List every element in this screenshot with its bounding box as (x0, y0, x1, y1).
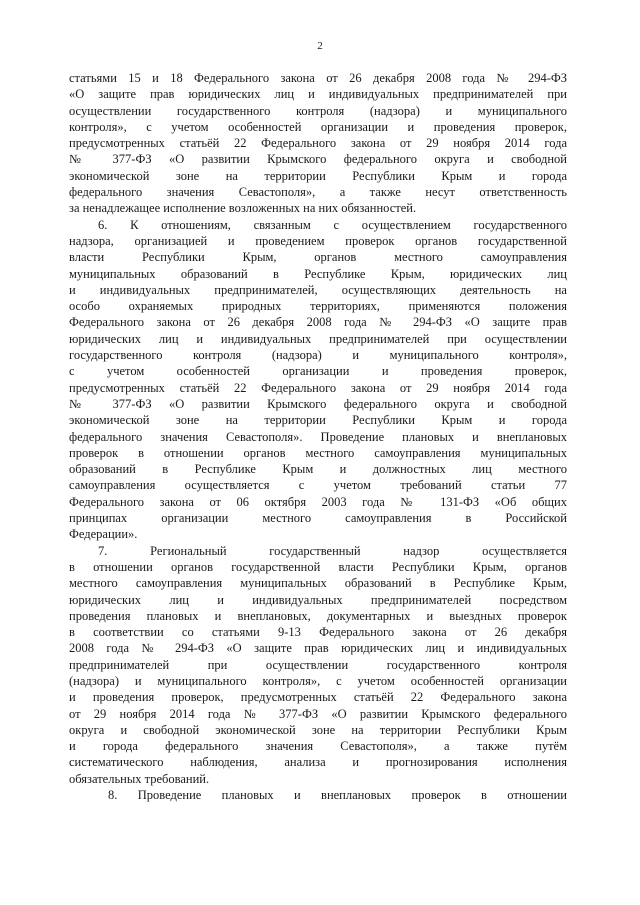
text-line: федерального значения Севастополя», а также несут ответственность (69, 185, 567, 200)
text-line: предпринимателей при осуществлении государственного контроля (69, 657, 567, 672)
text-line: федерального значения Севастополя». Проведение плановых и внеплановых (69, 429, 567, 444)
page-number: 2 (317, 40, 323, 52)
document-body (69, 70, 567, 803)
text-line: за ненадлежащее исполнение возложенных на них обязанностей. (69, 201, 417, 216)
text-line: экономической зоне на территории Республики Крым и города (69, 168, 567, 183)
text-line: статьями 15 и 18 Федерального закона от 26 декабря 2008 года № 294-ФЗ (69, 71, 567, 85)
text-line: и города федерального значения Севастополя», а также путём (69, 739, 567, 754)
text-line: в соответствии со статьями 9-13 Федерального закона от 26 декабря (69, 625, 567, 640)
text-line: проведения плановых и внеплановых, документарных и выездных проверок (69, 608, 567, 623)
text-line: (надзора) и муниципального контроля», с учетом особенностей организации (69, 673, 567, 688)
text-line: систематического наблюдения, анализа и прогнозирования исполнения (69, 755, 567, 770)
text-line: «О защите прав юридических лиц и индивидуальных предпринимателей при (69, 87, 567, 102)
text-line: контроля», с учетом особенностей организации и проведения проверок, (69, 119, 567, 134)
text-line: принципах организации местного самоуправления в Российской (69, 511, 567, 526)
text-line: в отношении органов государственной власти Республики Крым, органов (69, 559, 567, 574)
text-line: и проведения проверок, предусмотренных статьёй 22 Федерального закона (69, 690, 567, 705)
text-line: особо охраняемых природных территориях, применяются положения (69, 299, 567, 314)
text-line: предусмотренных статьёй 22 Федерального закона от 29 ноября 2014 года (69, 136, 567, 151)
text-line: 2008 года № 294-ФЗ «О защите прав юридических лиц и индивидуальных (69, 641, 567, 656)
text-line: Федерального закона от 06 октября 2003 года № 131-ФЗ «Об общих (69, 494, 567, 509)
text-line: с учетом особенностей организации и проведения проверок, (69, 364, 567, 379)
text-line: предусмотренных статьёй 22 Федерального закона от 29 ноября 2014 года (69, 380, 567, 395)
paragraph-6-start: 6. К отношениям, связанным с осуществлением государственного (98, 217, 567, 232)
text-line: проверок в отношении органов местного самоуправления муниципальных (69, 445, 567, 460)
text-line: № 377-ФЗ «О развитии Крымского федерального округа и свободной (69, 152, 567, 167)
text-line: Федерации». (69, 527, 138, 542)
text-line: образований в Республике Крым и должностных лиц местного (69, 462, 567, 477)
text-line: осуществлении государственного контроля (надзора) и муниципального (69, 103, 567, 118)
text-line: от 29 ноября 2014 года № 377-ФЗ «О развитии Крымского федерального (69, 706, 567, 721)
text-line: самоуправления осуществляется с учетом требований статьи 77 (69, 478, 567, 493)
paragraph-8-start: 8. Проведение плановых и внеплановых проверок в отношении (108, 788, 567, 803)
text-line: надзора, организацией и проведением проверок органов государственной (69, 233, 567, 248)
text-line: Федерального закона от 26 декабря 2008 года № 294-ФЗ «О защите прав (69, 315, 567, 330)
text-line: юридических лиц и индивидуальных предпринимателей посредством (69, 592, 567, 607)
text-line: муниципальных образований в Республике Крым, юридических лиц (69, 266, 567, 281)
text-line: экономической зоне на территории Республики Крым и города (69, 413, 567, 428)
text-line: № 377-ФЗ «О развитии Крымского федерального округа и свободной (69, 396, 567, 411)
text-line: округа и свободной экономической зоне на территории Республики Крым (69, 722, 567, 737)
text-line: государственного контроля (надзора) и муниципального контроля», (69, 348, 567, 363)
paragraph-7-start: 7. Региональный государственный надзор осуществляется (98, 543, 567, 558)
text-line: местного самоуправления муниципальных образований в Республике Крым, (69, 576, 567, 591)
text-line: власти Республики Крым, органов местного самоуправления (69, 250, 567, 265)
text-line: обязательных требований. (69, 771, 210, 786)
text-line: юридических лиц и индивидуальных предпринимателей при осуществлении (69, 331, 567, 346)
text-line: и индивидуальных предпринимателей, осуществляющих деятельность на (69, 282, 567, 297)
